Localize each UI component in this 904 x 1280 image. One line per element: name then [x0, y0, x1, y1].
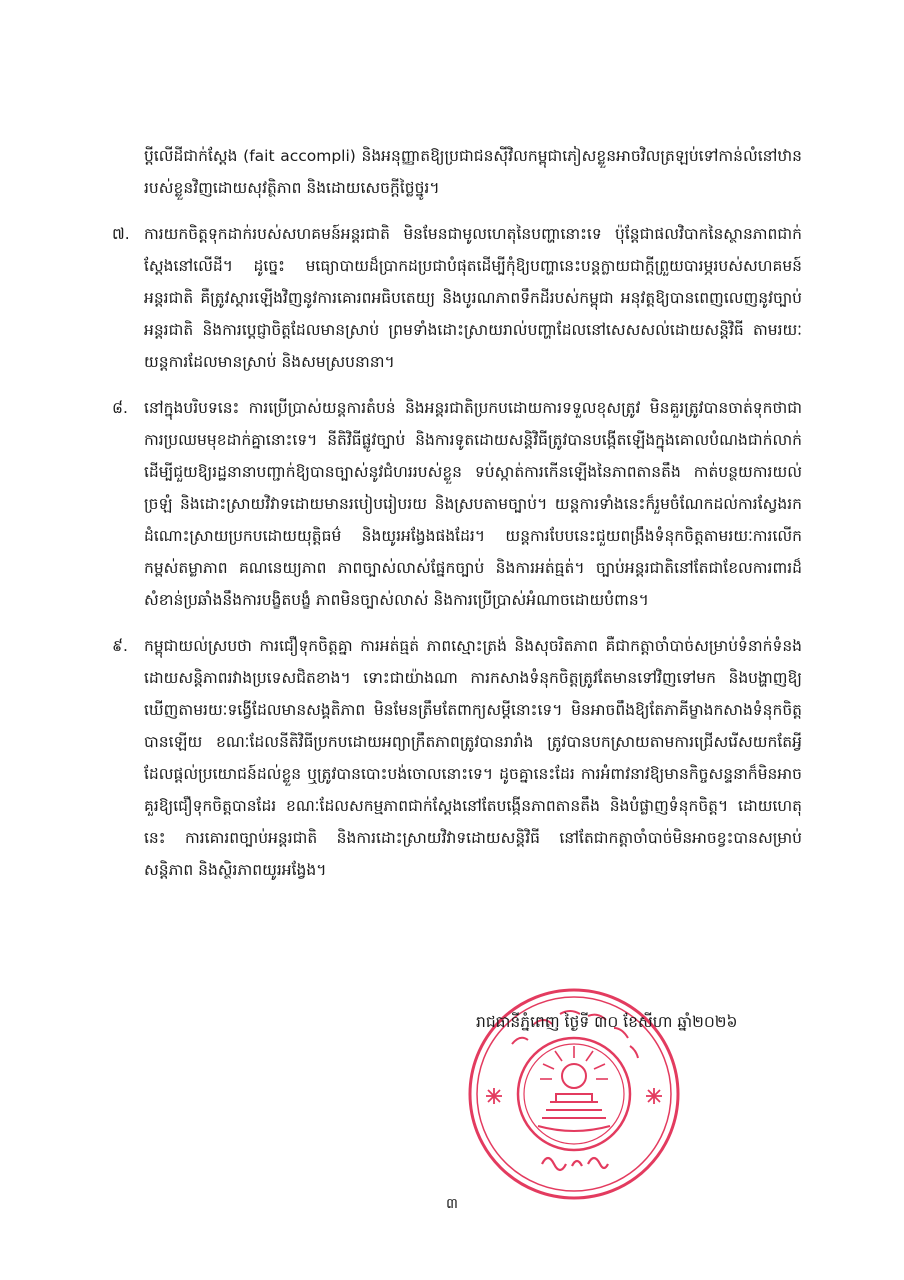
paragraph-continuation: ប្ដីលើដីជាក់ស្ដែង (fait accompli) និងអនុញ្ញាតឱ្យប្រជាជនស៊ីវិលកម្ពុជាភៀសខ្លួនអាចវិលត្រឡប់ទៅកាន់លំនៅឋានរបស់ខ្លួនវិញដោយសុវត្ថិភាព និងដោយសេចក្ដីថ្លៃថ្នូរ។	[144, 147, 802, 197]
paragraph-text: នៅក្នុងបរិបទនេះ ការប្រើប្រាស់យន្តការតំបន់ និងអន្តរជាតិប្រកបដោយការទទួលខុសត្រូវ មិនគួរត្រូវបានចាត់ទុកថាជាការប្រឈមមុខដាក់គ្នានោះទេ។ នីតិវិធីផ្លូវច្បាប់ និងការទូតដោយសន្តិវិធីត្រូវបានបង្កើតឡើងក្នុងគោលបំណងជាក់លាក់ ដើម្បីជួយឱ្យរដ្ឋនានាបញ្ជាក់ឱ្យបានច្បាស់នូវជំហររបស់ខ្លួន ទប់ស្កាត់ការកើនឡើងនៃភាពតានតឹង កាត់បន្ថយការយល់ច្រឡំ និងដោះស្រាយវិវាទដោយមានរបៀបរៀបរយ និងស្របតាមច្បាប់។ យន្តការទាំងនេះក៏រួមចំណែកដល់ការស្វែងរកដំណោះស្រាយប្រកបដោយយុត្តិធម៌ និងយូរអង្វែងផងដែរ។ យន្តការបែបនេះជួយពង្រឹងទំនុកចិត្តតាមរយៈការលើកកម្ពស់តម្លាភាព គណនេយ្យភាព ភាពច្បាស់លាស់ផ្នែកច្បាប់ និងការអត់ធ្មត់។ ច្បាប់អន្តរជាតិនៅតែជាខែលការពារដ៏សំខាន់ប្រឆាំងនឹងការបង្ខិតបង្ខំ ភាពមិនច្បាស់លាស់ និងការប្រើប្រាស់អំណាចដោយបំពាន។	[144, 399, 802, 609]
paragraph-number: ៨.	[112, 399, 128, 417]
dateline: រាជធានីភ្នំពេញ ថ្ងៃទី ៣០ ខែសីហា ឆ្នាំ២០២៦	[476, 1013, 738, 1031]
paragraph-text: កម្ពុជាយល់ស្របថា ការជឿទុកចិត្តគ្នា ការអត់ធ្មត់ ភាពស្មោះត្រង់ និងសុចរិតភាព គឺជាកត្តាចាំបាច់សម្រាប់ទំនាក់ទំនងដោយសន្តិភាពរវាងប្រទេសជិតខាង។ ទោះជាយ៉ាងណា ការកសាងទំនុកចិត្តត្រូវតែមានទៅវិញទៅមក និងបង្ហាញឱ្យឃើញតាមរយៈទង្វើដែលមានសង្គតិភាព មិនមែនត្រឹមតែពាក្យសម្ដីនោះទេ។ មិនអាចពឹងឱ្យតែភាគីម្ខាងកសាងទំនុកចិត្តបានឡើយ ខណៈដែលនីតិវិធីប្រកបដោយអព្យាក្រឹតភាពត្រូវបានរារាំង ត្រូវបានបកស្រាយតាមការជ្រើសរើសយកតែអ្វីដែលផ្ដល់ប្រយោជន៍ដល់ខ្លួន ឬត្រូវបានបោះបង់ចោលនោះទេ។ ដូចគ្នានេះដែរ ការអំពាវនាវឱ្យមានកិច្ចសន្ទនាក៏មិនអាចគួរឱ្យជឿទុកចិត្តបានដែរ ខណៈដែលសកម្មភាពជាក់ស្ដែងនៅតែបង្កើនភាពតានតឹង និងបំផ្លាញទំនុកចិត្ត។ ដោយហេតុនេះ ការគោរពច្បាប់អន្តរជាតិ និងការដោះស្រាយវិវាទដោយសន្តិវិធី នៅតែជាកត្តាចាំបាច់មិនអាចខ្វះបានសម្រាប់សន្តិភាព និងស្ថិរភាពយូរអង្វែង។	[144, 637, 802, 879]
numbered-paragraph	[112, 218, 802, 378]
numbered-paragraph	[112, 630, 802, 886]
paragraph-text: ការយកចិត្តទុកដាក់របស់សហគមន៍អន្តរជាតិ មិនមែនជាមូលហេតុនៃបញ្ហានោះទេ ប៉ុន្តែជាផលវិបាកនៃស្ថានភាពជាក់ស្ដែងនៅលើដី។ ដូច្នេះ មធ្យោបាយដ៏ប្រាកដប្រជាបំផុតដើម្បីកុំឱ្យបញ្ហានេះបន្តក្លាយជាក្ដីព្រួយបារម្ភរបស់សហគមន៍អន្តរជាតិ គឺត្រូវស្ដារឡើងវិញនូវការគោរពអធិបតេយ្យ និងបូរណភាពទឹកដីរបស់កម្ពុជា អនុវត្តឱ្យបានពេញលេញនូវច្បាប់អន្តរជាតិ និងការប្ដេជ្ញាចិត្តដែលមានស្រាប់ ព្រមទាំងដោះស្រាយរាល់បញ្ហាដែលនៅសេសសល់ដោយសន្តិវិធី តាមរយៈយន្តការដែលមានស្រាប់ និងសមស្របនានា។	[144, 225, 802, 371]
paragraph-number: ៧.	[112, 225, 130, 243]
document-body	[112, 140, 802, 886]
paragraph-number: ៩.	[112, 637, 128, 655]
page-number: ៣	[446, 1196, 458, 1212]
numbered-paragraph	[112, 392, 802, 616]
